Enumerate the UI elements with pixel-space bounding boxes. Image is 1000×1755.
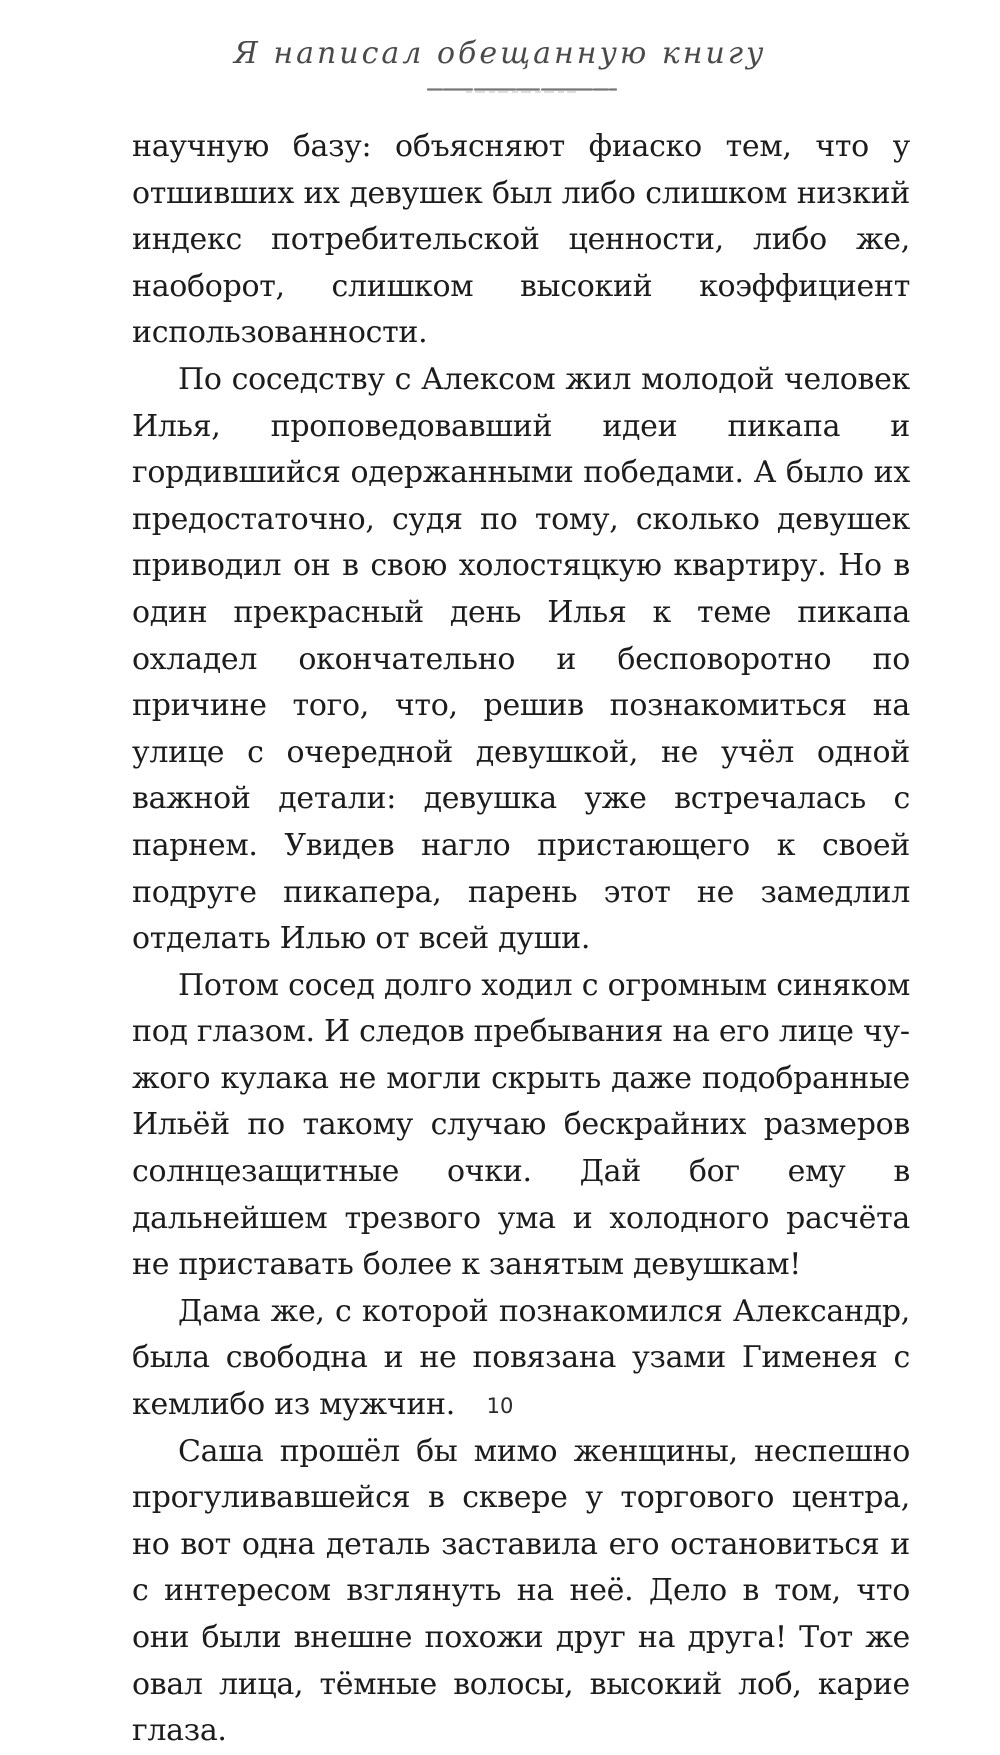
paragraph-sasha: Саша прошёл бы мимо женщины, неспешно прогуливавшейся в сквере у торгового центра, но вот одна деталь заставила его остановиться и с интересом взглянуть на неё. Дело в том, что они были внешне похожи друг на друга! Тот же овал лица, тёмные волосы, высокий лоб, карие глаза. (132, 1433, 910, 1749)
running-title: Я написал обещанную книгу (233, 36, 767, 71)
paragraph-neighbor-ilya: По соседству с Алексом жил молодой человек Илья, проповедовавший идеи пикапа и гордившийся одержанными победами. А было их предостаточно, судя по тому, сколько девушек приводил он в свою холостяцкую квартиру. Но в один прекрасный день Илья к теме пикапа охладел окончательно и бесповоротно по причине того, что, решив познакомиться на улице с очередной девушкой, не учёл одной важной детали: девушка уже встречалась с парнем. Увидев нагло пристающего к своей подруге пикапера, парень этот не замедлил отделать Илью от всей души. (132, 361, 910, 957)
running-header (0, 36, 1000, 72)
page-number: 10 (486, 1394, 514, 1418)
page-body (132, 124, 910, 1755)
paragraph-continued: научную базу: объясняют фиаско тем, что у отшивших их девушек был либо слишком низкий индекс потребительской ценности, либо же, наоборот, слишком высокий коэффициент использованности. (132, 129, 910, 351)
paragraph-lady: Дама же, с которой познакомился Александр, была свободна и не повязана узами Гименея с кемлибо из мужчин. (132, 1293, 910, 1423)
header-ornament-rule (426, 86, 618, 94)
paragraph-bruise: Потом сосед долго ходил с огромным синяком под глазом. И следов пребывания на его лице чужого кулака не могли скрыть даже подобранные Ильёй по такому случаю бескрайних размеров солнцезащитные очки. Дай бог ему в дальнейшем трезвого ума и холодного расчёта не приставать более к занятым девушкам! (132, 967, 910, 1283)
